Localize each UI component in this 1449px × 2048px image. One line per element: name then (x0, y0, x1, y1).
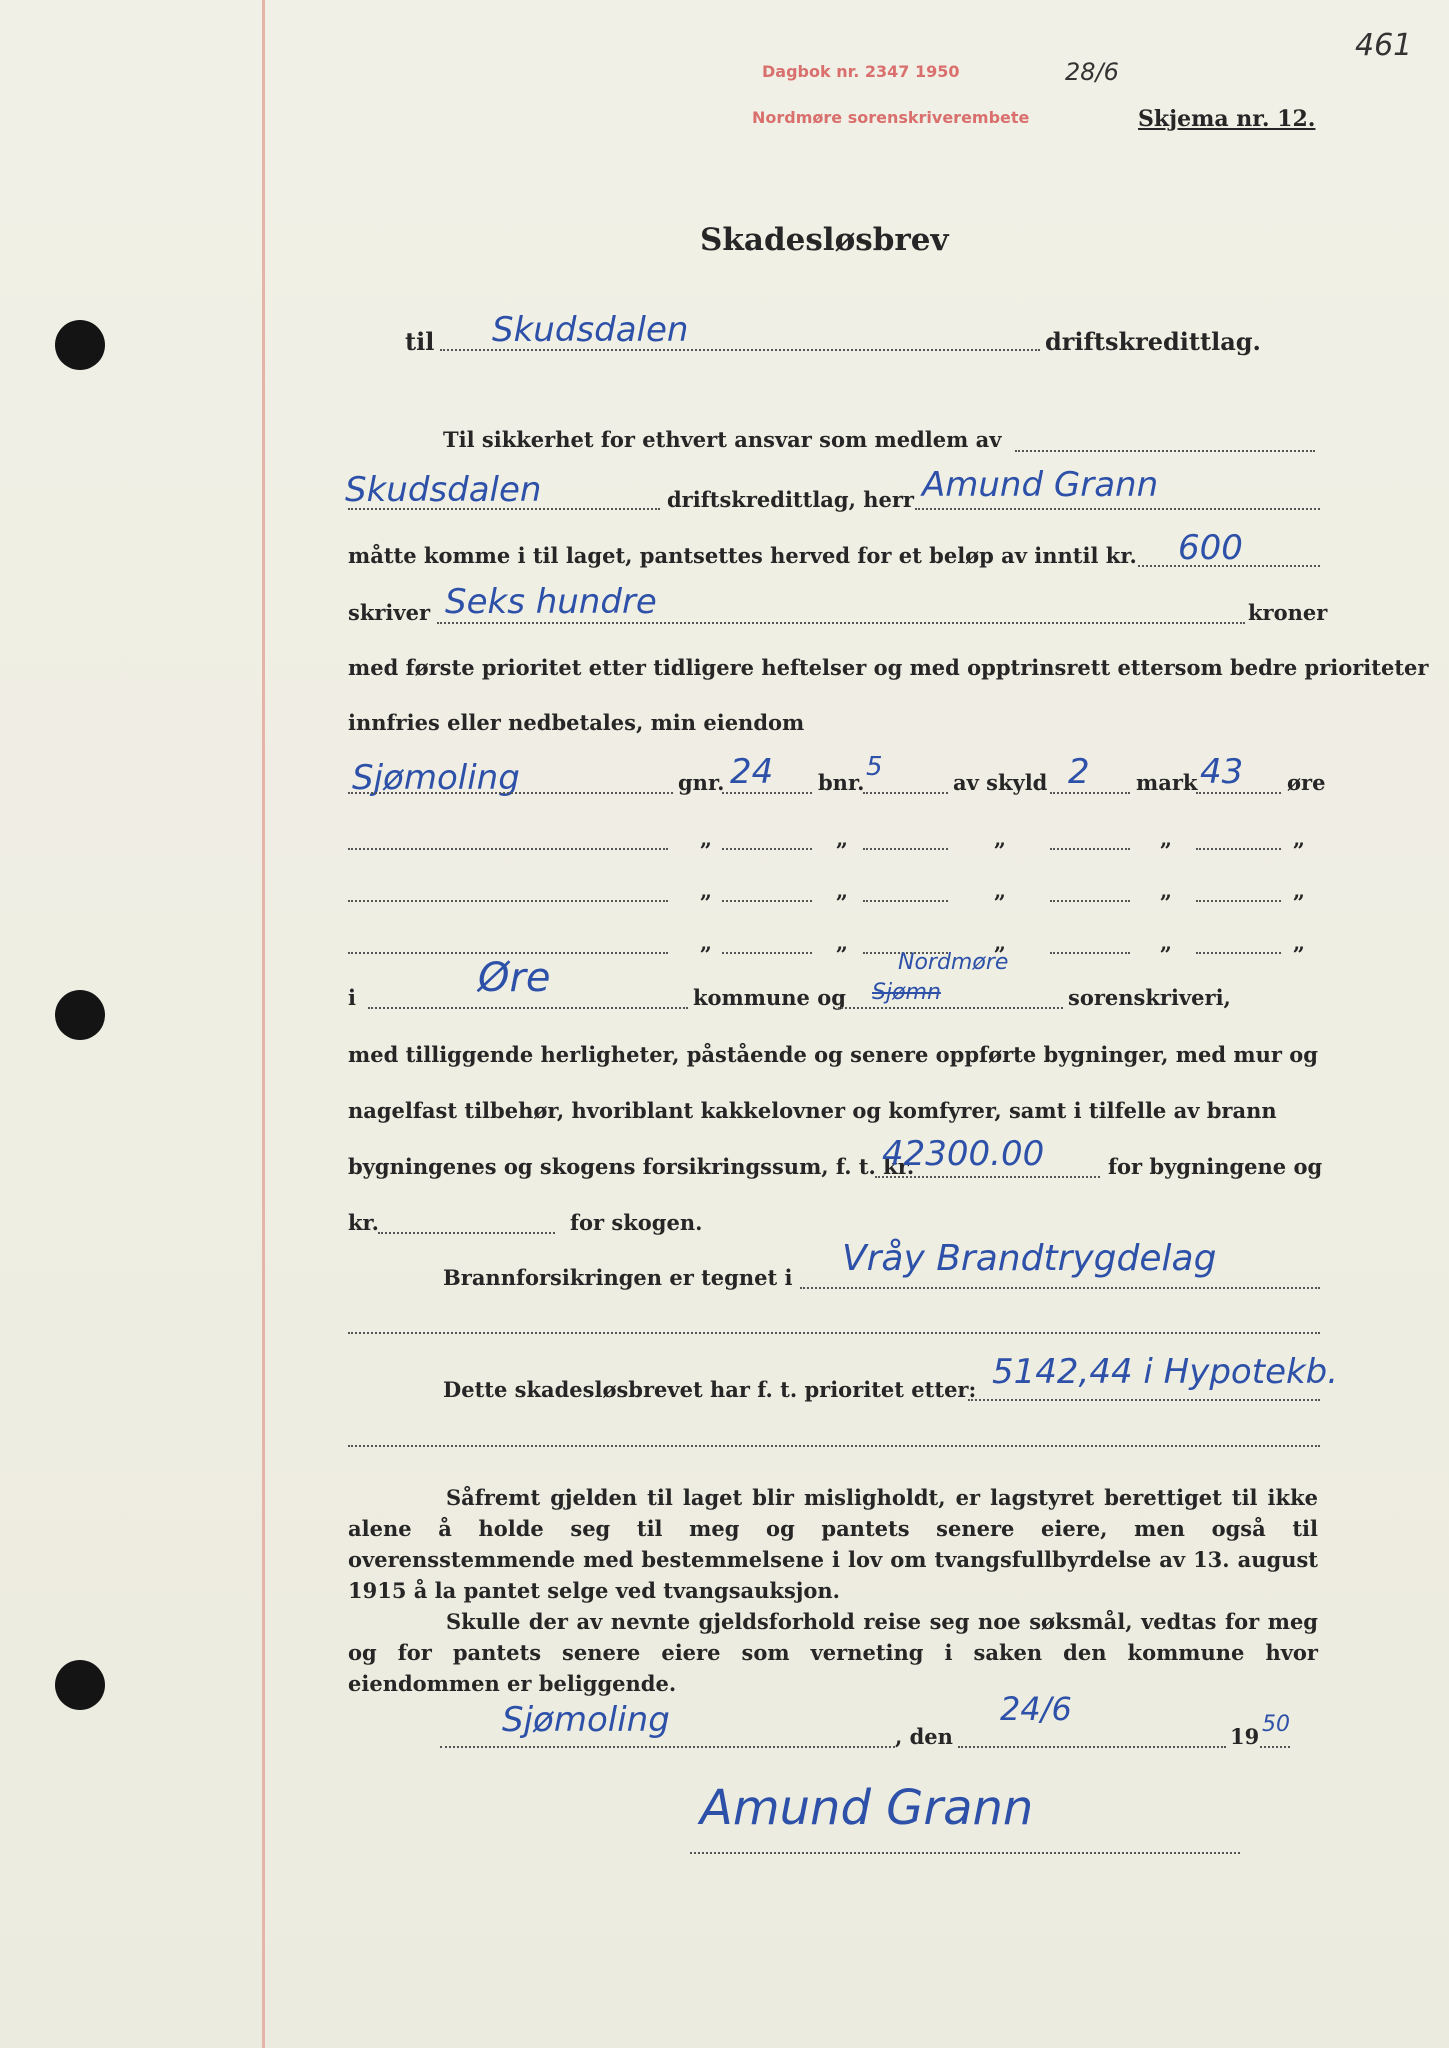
body-line-3: måtte komme i til laget, pantsettes herved for et beløp av inntil kr. (348, 543, 1137, 568)
ditto-mark: „ (836, 878, 849, 903)
ditto-mark: „ (994, 930, 1007, 955)
fill-line (838, 1007, 1063, 1009)
ditto-mark: „ (1160, 878, 1173, 903)
bnr-value: 5 (866, 752, 883, 782)
terms-paragraph-1: Såfremt gjelden til laget blir misligholdt, er lagstyret berettiget til ikke alene å holde seg til meg og pantets senere eiere, men også til overensstemmende med bestemmelsene i lov om tvangsfullbyrdelse av 13. august 1915 å la pantet selge ved tvangsauksjon. (348, 1485, 1318, 1603)
fill-line (1196, 792, 1281, 794)
fill-line (348, 1332, 1320, 1334)
fill-line (440, 1746, 895, 1748)
sorenskriveri-label: sorenskriveri, (1068, 985, 1231, 1010)
clause-line-1: med tilliggende herligheter, påstående og senere oppførte bygninger, med mur og (348, 1042, 1318, 1067)
i-label: i (348, 985, 356, 1010)
fill-line (1196, 848, 1281, 850)
fill-line (958, 1746, 1226, 1748)
member-name: Amund Grann (922, 465, 1159, 505)
clause-line-3b: for bygningene og (1108, 1154, 1323, 1179)
fill-line (348, 848, 668, 850)
year-suffix: 50 (1262, 1712, 1290, 1737)
stamp-journal-number: Dagbok nr. 2347 1950 (762, 62, 960, 81)
fill-line (722, 848, 812, 850)
fill-line (378, 1232, 555, 1234)
terms-block (348, 1482, 1318, 1699)
fill-line (1050, 848, 1130, 850)
insurance-company: Vråy Brandtrygdelag (842, 1238, 1217, 1279)
kr-label: kr. (348, 1210, 379, 1235)
skogen-label: for skogen. (570, 1210, 703, 1235)
ditto-mark: „ (1160, 826, 1173, 851)
mark-label: mark (1136, 770, 1198, 795)
fill-line (863, 848, 948, 850)
fill-line (1196, 900, 1281, 902)
clause-line-2: nagelfast tilbehør, hvoriblant kakkelovner og komfyrer, samt i tilfelle av brann (348, 1098, 1277, 1123)
priority-value: 5142,44 i Hypotekb. (992, 1352, 1339, 1392)
fill-line (348, 952, 668, 954)
ditto-mark: „ (1293, 826, 1306, 851)
sorenskriveri-name: Nordmøre (898, 950, 1009, 975)
year-prefix: 19 (1230, 1724, 1260, 1749)
ditto-mark: „ (836, 826, 849, 851)
fill-line (722, 900, 812, 902)
body-line-6: innfries eller nedbetales, min eiendom (348, 710, 805, 735)
body-line-5: med første prioritet etter tidligere heftelser og med opptrinsrett ettersom bedre prioriteter (348, 655, 1429, 680)
property-name: Sjømoling (352, 758, 520, 798)
fill-line (863, 900, 948, 902)
form-id: Skjema nr. 12. (1138, 106, 1316, 132)
ditto-mark: „ (1293, 930, 1306, 955)
fill-line (1260, 1746, 1290, 1748)
addressee-name: Skudsdalen (492, 310, 689, 350)
fill-line (348, 792, 673, 794)
gnr-label: gnr. (678, 770, 725, 795)
fill-line (968, 1399, 1320, 1401)
body-line-2: driftskredittlag, herr (667, 487, 914, 512)
gnr-value: 24 (730, 752, 774, 792)
priority-label: Dette skadesløsbrevet har f. t. prioritet etter: (443, 1377, 977, 1402)
ditto-mark: „ (836, 930, 849, 955)
fill-line (1015, 450, 1315, 452)
skyld-label: av skyld (953, 770, 1048, 795)
fill-line (722, 952, 812, 954)
bnr-label: bnr. (818, 770, 865, 795)
ditto-mark: „ (994, 878, 1007, 903)
building-sum: 42300.00 (882, 1134, 1045, 1174)
punch-hole (55, 320, 105, 370)
fill-line (348, 900, 668, 902)
signature-date: 24/6 (1000, 1690, 1072, 1728)
ditto-mark: „ (700, 826, 713, 851)
ditto-mark: „ (994, 826, 1007, 851)
ore-label: øre (1287, 770, 1326, 795)
ditto-mark: „ (700, 878, 713, 903)
stamp-date-note: 28/6 (1065, 58, 1119, 86)
addressee-prefix: til (405, 327, 435, 356)
terms-paragraph-2: Skulle der av nevnte gjeldsforhold reise seg noe søksmål, vedtas for meg og for pantets senere eiere som verneting i saken den kommune hvor eiendommen er beliggende. (348, 1609, 1318, 1696)
fill-line (437, 622, 1245, 624)
kommune-name: Øre (478, 955, 551, 1001)
amount: 600 (1178, 528, 1243, 568)
fill-line (915, 508, 1320, 510)
kommune-label: kommune og (693, 985, 846, 1010)
punch-hole (55, 1660, 105, 1710)
insurance-label: Brannforsikringen er tegnet i (443, 1265, 793, 1290)
page-number: 461 (1355, 28, 1413, 63)
fill-line (348, 1445, 1320, 1447)
fill-line (863, 792, 948, 794)
skyld-value: 2 (1068, 752, 1090, 792)
fill-line (800, 1287, 1320, 1289)
fill-line (1050, 952, 1130, 954)
margin-rule (262, 0, 265, 2048)
den-label: , den (895, 1724, 953, 1749)
sorenskriveri-struck: Sjømn (872, 980, 941, 1005)
fill-line (348, 508, 660, 510)
body-line-1: Til sikkerhet for ethvert ansvar som medlem av (443, 427, 1002, 452)
ditto-mark: „ (1293, 878, 1306, 903)
fill-line (1050, 900, 1130, 902)
skriver-label: skriver (348, 600, 431, 625)
stamp-court-office: Nordmøre sorenskriverembete (752, 108, 1030, 127)
signature-line (690, 1852, 1240, 1854)
addressee-suffix: driftskredittlag. (1045, 327, 1261, 356)
kroner-label: kroner (1248, 600, 1328, 625)
punch-hole (55, 990, 105, 1040)
fill-line (1196, 952, 1281, 954)
lag-name: Skudsdalen (345, 470, 542, 510)
fill-line (1050, 792, 1130, 794)
ditto-mark: „ (700, 930, 713, 955)
signature-place: Sjømoling (502, 1700, 670, 1740)
fill-line (368, 1007, 688, 1009)
signature-name: Amund Grann (700, 1780, 1034, 1836)
amount-words: Seks hundre (445, 582, 657, 622)
page-title: Skadesløsbrev (700, 222, 949, 258)
fill-line (722, 792, 812, 794)
mark-value: 43 (1200, 752, 1244, 792)
ditto-mark: „ (1160, 930, 1173, 955)
fill-line (875, 1176, 1100, 1178)
clause-line-3a: bygningenes og skogens forsikringssum, f. t. kr. (348, 1154, 915, 1179)
